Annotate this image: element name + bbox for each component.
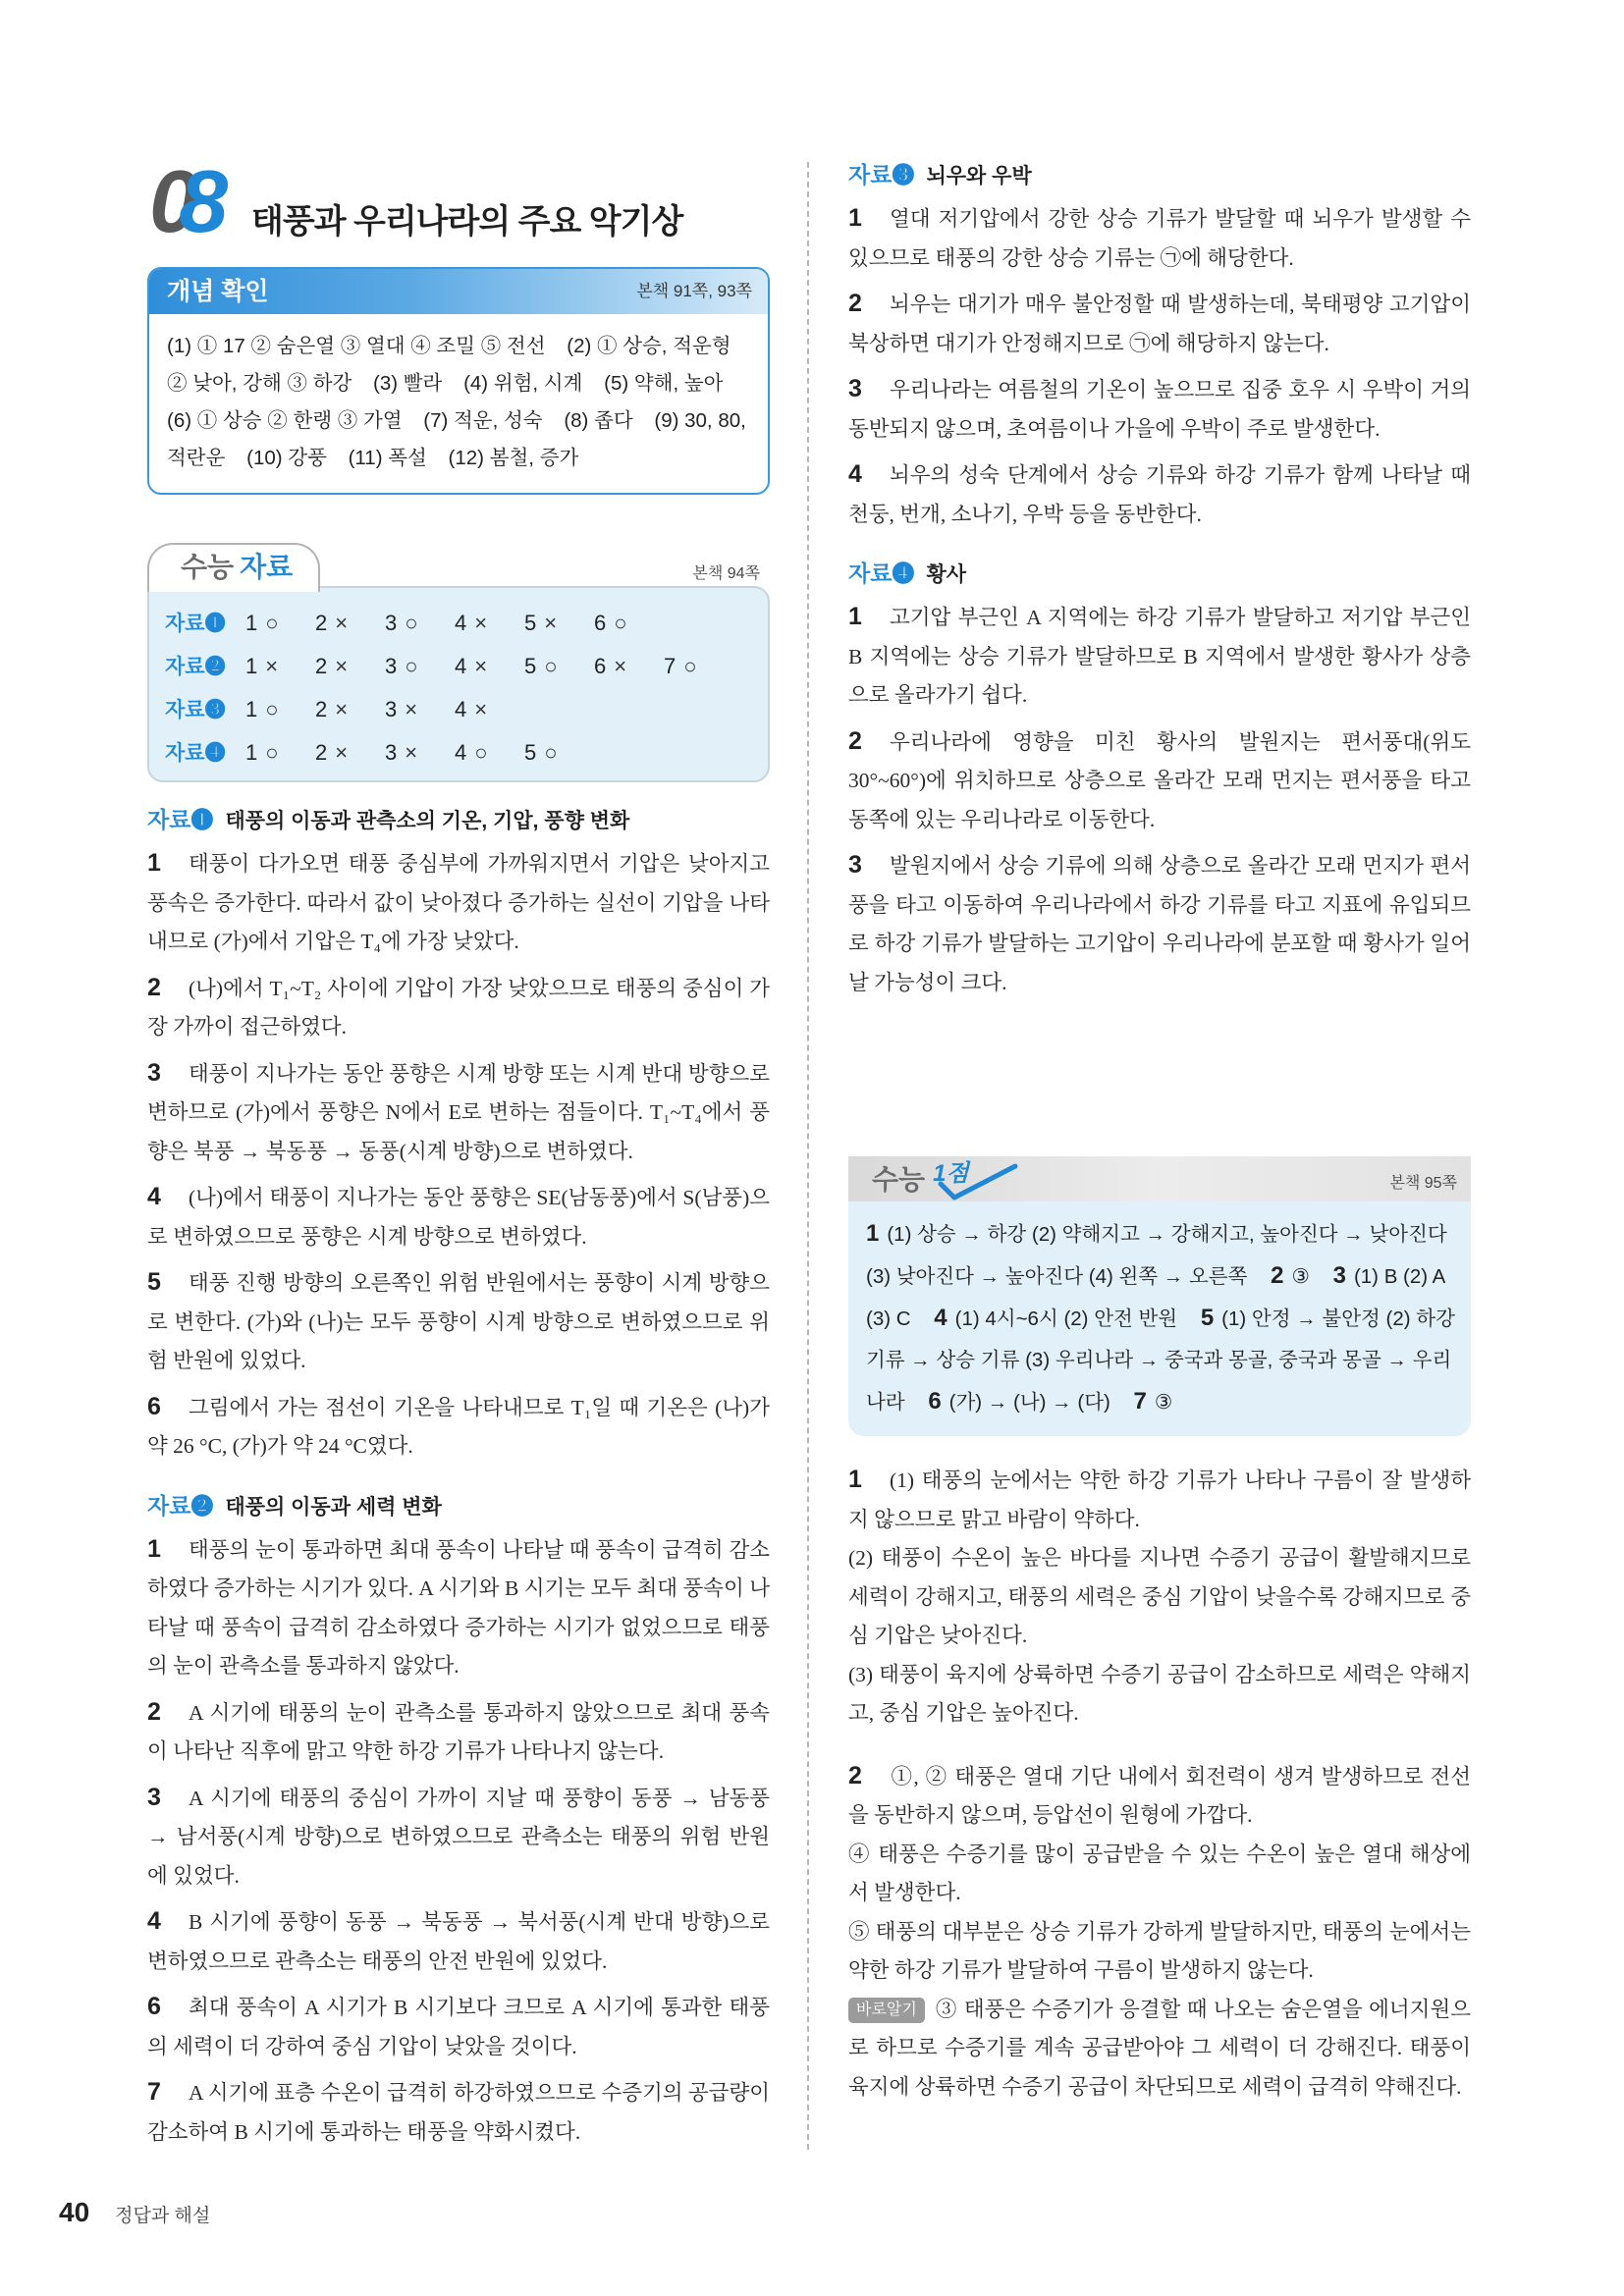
explanation-paragraph <box>147 1054 770 1172</box>
ox-mark: ○ <box>544 740 558 765</box>
item-number: 3 <box>848 375 862 402</box>
paragraph-text: 고기압 부근인 A 지역에는 하강 기류가 발달하고 저기압 부근인 B 지역에는 상승 기류가 발달하므로 B 지역에서 발생한 황사가 상층으로 올라가기 쉽다. <box>848 606 1471 707</box>
explanation-paragraph <box>147 1693 770 1772</box>
explanation-paragraph <box>147 1779 770 1896</box>
chapter-number-digit: 8 <box>179 153 209 251</box>
concept-check-answers <box>149 314 768 477</box>
answer-text: (1) B (2) A (3) C <box>866 1265 1445 1330</box>
ox-mark: × <box>405 740 418 765</box>
ox-mark: × <box>474 654 488 678</box>
question-number: 2 <box>315 697 328 721</box>
question-number: 2 <box>1271 1262 1284 1289</box>
ox-mark: × <box>474 611 488 635</box>
paragraph-text: 태풍이 지나가는 동안 풍향은 시계 방향 또는 시계 반대 방향으로 변하므로 (가)에서 풍향은 N에서 E로 변하는 점들이다. T₁~T₄에서 풍향은 북풍 → 북동풍 → 동풍(시계 방향)으로 변하였다. <box>147 1061 770 1163</box>
explanation-paragraph <box>147 1988 770 2066</box>
correction-badge: 바로알기 <box>848 1998 925 2023</box>
item-number: 1 <box>147 1534 161 1563</box>
ox-answer <box>594 602 664 645</box>
answer-text: (1) 상승 → 하강 (2) 약해지고 → 강해지고, 높아진다 → 낮아진다 (3) 낮아진다 → 높아진다 (4) 왼쪽 → 오른쪽 <box>866 1223 1447 1288</box>
concept-answer-item: (4) 위험, 시계 <box>463 372 583 395</box>
concept-check-title: 개념 확인 <box>167 278 269 305</box>
ox-mark: ○ <box>265 611 279 635</box>
question-number: 4 <box>455 654 467 678</box>
column-divider <box>807 162 809 2150</box>
paragraph-text: 뇌우는 대기가 매우 불안정할 때 발생하는데, 북태평양 고기압이 북상하면 대기가 안정해지므로 ㉠에 해당하지 않는다. <box>848 293 1471 355</box>
question-number: 2 <box>315 611 328 635</box>
concept-answer-item: (6) ① 상승 ② 한랭 ③ 가열 <box>167 409 403 432</box>
section-title: 뇌우와 우박 <box>926 165 1032 187</box>
explanation-paragraph <box>848 1656 1471 1734</box>
quick-answer-item <box>928 1388 1110 1415</box>
answer-row <box>165 645 768 688</box>
answer-text: ③ <box>1154 1391 1173 1414</box>
item-number: 2 <box>848 1761 862 1789</box>
paragraph-text: A 시기에 태풍의 중심이 가까이 지날 때 풍향이 동풍 → 남동풍 → 남서풍(시계 방향)으로 변하였으므로 관측소는 태풍의 위험 반원에 있었다. <box>147 1786 770 1888</box>
data-section <box>848 554 1471 1002</box>
item-number: 5 <box>147 1268 161 1296</box>
ox-answer <box>455 731 524 774</box>
paragraph-text: (2) 태풍이 수온이 높은 바다를 지나면 수증기 공급이 활발해지므로 세력이 강해지고, 태풍의 세력은 중심 기압이 낮을수록 강해지므로 중심 기압은 낮아진다. <box>848 1546 1471 1647</box>
data-section <box>848 155 1471 534</box>
explanation-paragraph <box>848 370 1471 449</box>
item-number: 3 <box>848 851 862 879</box>
explanation-paragraph <box>848 1836 1471 1913</box>
explanation-paragraph <box>848 722 1471 840</box>
section-label: 자료❹ <box>848 561 915 586</box>
question-number: 1 <box>245 654 258 678</box>
ox-answer <box>315 645 385 688</box>
question-number: 4 <box>455 611 467 635</box>
ox-answer <box>664 645 733 688</box>
explanation-paragraph <box>848 1461 1471 1539</box>
section-label: 자료❷ <box>147 1492 214 1519</box>
ox-mark: × <box>335 611 349 635</box>
chapter-number <box>149 153 208 251</box>
paragraph-text: 태풍의 눈이 통과하면 최대 풍속이 나타날 때 풍속이 급격히 감소하였다 증가하는 시기가 있다. A 시기와 B 시기는 모두 최대 풍속이 나타날 때 풍속이 급격히 감소하였다 증가하는 시기가 없었으므로 태풍의 눈이 관측소를 통과하지 않았다. <box>147 1537 770 1678</box>
suneung-1-point-title <box>872 1156 969 1205</box>
item-number: 1 <box>848 1466 862 1493</box>
section-heading <box>147 1486 770 1525</box>
question-number: 7 <box>664 654 677 678</box>
question-number: 1 <box>866 1220 880 1247</box>
ox-mark: × <box>405 697 418 721</box>
paragraph-text: B 시기에 풍향이 동풍 → 북동풍 → 북서풍(시계 반대 방향)으로 변하였으므로 관측소는 태풍의 안전 반원에 있었다. <box>147 1910 770 1973</box>
question-number: 1 <box>245 697 258 721</box>
ox-mark: ○ <box>544 654 558 678</box>
explanation-paragraph <box>147 844 770 962</box>
question-number: 6 <box>594 611 607 635</box>
suneung-data-tab <box>147 543 320 592</box>
ox-mark: × <box>544 611 558 635</box>
item-number: 1 <box>848 204 862 232</box>
ox-answer <box>315 602 385 645</box>
section-title: 태풍의 이동과 관측소의 기온, 기압, 풍향 변화 <box>225 810 630 832</box>
ox-mark: ○ <box>474 740 488 765</box>
question-number: 6 <box>928 1388 942 1415</box>
chapter-header <box>147 153 776 255</box>
ox-mark: × <box>474 697 488 721</box>
item-number: 3 <box>147 1783 161 1811</box>
paragraph-text: ⑤ 태풍의 대부분은 상승 기류가 강하게 발달하지만, 태풍의 눈에서는 약한 하강 기류가 발달하여 구름이 발생하지 않는다. <box>848 1919 1471 1982</box>
explanation-paragraph <box>147 1263 770 1381</box>
data-set-label: 자료❹ <box>165 742 226 765</box>
question-number: 7 <box>1133 1388 1147 1415</box>
concept-answer-item: (11) 폭설 <box>348 447 427 469</box>
item-number: 2 <box>848 290 862 317</box>
page-footer <box>59 2191 210 2234</box>
answer-text: (1) 4시~6시 (2) 안전 반원 <box>954 1308 1178 1330</box>
item-number: 2 <box>147 973 161 1001</box>
paragraph-text: ③ 태풍은 수증기가 응결할 때 나오는 숨은열을 에너지원으로 하므로 수증기를 계속 공급받아야 그 세력이 더 강해진다. 태풍이 육지에 상륙하면 수증기 공급이 차단되므로 세력이 급격히 약해진다. <box>848 1997 1471 2099</box>
explanation-group <box>848 1461 1471 1734</box>
footer-label: 정답과 해설 <box>115 2206 211 2226</box>
concept-answer-item: (7) 적운, 성숙 <box>423 409 543 432</box>
suneung-data-answers <box>147 586 770 782</box>
textbook-page-reference: 본책 94쪽 <box>692 565 760 582</box>
correction-note <box>848 1991 1471 2108</box>
item-number: 4 <box>147 1907 161 1935</box>
paragraph-text: ①, ② 태풍은 열대 기단 내에서 회전력이 생겨 발생하므로 전선을 동반하지 않으며, 등압선이 원형에 가깝다. <box>848 1764 1471 1827</box>
ox-answer <box>245 645 315 688</box>
ox-answer <box>524 731 594 774</box>
answer-row <box>165 688 768 731</box>
answer-text: (1) 안정 → 불안정 (2) 하강 기류 → 상승 기류 (3) 우리나라 → 중국과 몽골, 중국과 몽골 → 우리나라 <box>866 1308 1455 1414</box>
paragraph-text: 열대 저기압에서 강한 상승 기류가 발달할 때 뇌우가 발생할 수 있으므로 태풍의 강한 상승 기류는 ㉠에 해당한다. <box>848 207 1471 270</box>
section-heading <box>848 554 1471 593</box>
ox-answer <box>524 645 594 688</box>
explanation-paragraph <box>147 1902 770 1981</box>
paragraph-text: 발원지에서 상승 기류에 의해 상층으로 올라간 모래 먼지가 편서풍을 타고 이동하여 우리나라에서 하강 기류를 타고 지표에 유입되므로 하강 기류가 발달하는 고기압이 우리나라에 분포할 때 황사가 일어날 가능성이 크다. <box>848 854 1471 994</box>
question-number: 6 <box>594 654 607 678</box>
section-heading <box>848 155 1471 194</box>
explanation-paragraph <box>848 1539 1471 1656</box>
explanation-paragraph <box>848 1757 1471 1836</box>
explanation-paragraph <box>848 455 1471 534</box>
concept-answer-item: (10) 강풍 <box>246 447 327 469</box>
concept-check-box <box>147 267 770 495</box>
suneung-1-point-box <box>848 1156 1471 1436</box>
question-number: 3 <box>385 697 398 721</box>
suneung-label: 수능 <box>181 552 235 582</box>
question-number: 3 <box>385 740 398 765</box>
quick-answer-item <box>1271 1262 1310 1289</box>
suneung-1-point-explanations <box>848 1461 1471 2195</box>
ox-answer <box>455 602 524 645</box>
ox-answer <box>385 602 455 645</box>
answer-text: (가) → (나) → (다) <box>948 1391 1110 1414</box>
ox-answer <box>385 645 455 688</box>
answer-row <box>165 731 768 774</box>
ox-mark: ○ <box>265 740 279 765</box>
ox-answer <box>385 731 455 774</box>
paragraph-text: 우리나라에 영향을 미친 황사의 발원지는 편서풍대(위도 30°~60°)에 위치하므로 상층으로 올라간 모래 먼지는 편서풍을 타고 동쪽에 있는 우리나라로 이동한다. <box>848 729 1471 831</box>
ox-mark: × <box>335 697 349 721</box>
item-number: 1 <box>848 603 862 630</box>
explanation-paragraph <box>848 1913 1471 1991</box>
concept-answer-item: (2) ① 상승, 적운형 ② 낮아, 강해 ③ 하강 <box>167 335 731 395</box>
textbook-page-reference: 본책 95쪽 <box>1389 1175 1457 1192</box>
item-number: 1 <box>147 849 161 877</box>
explanation-paragraph <box>848 199 1471 278</box>
data-set-label: 자료❸ <box>165 699 226 721</box>
section-title: 태풍의 이동과 세력 변화 <box>225 1495 442 1519</box>
explanation-paragraph <box>147 969 770 1047</box>
section-label: 자료❶ <box>147 807 214 832</box>
ox-mark: × <box>335 740 349 765</box>
data-section <box>147 800 770 1467</box>
item-number: 2 <box>848 726 862 755</box>
ox-answer <box>524 602 594 645</box>
data-set-label: 자료❷ <box>165 656 226 678</box>
one-point-label: 1점 <box>933 1160 969 1187</box>
ox-answer <box>594 645 664 688</box>
paragraph-text: (1) 태풍의 눈에서는 약한 하강 기류가 나타나 구름이 잘 발생하지 않으므로 맑고 바람이 약하다. <box>848 1468 1471 1531</box>
ox-answer <box>315 688 385 731</box>
concept-answer-item: (8) 좁다 <box>564 409 633 432</box>
question-number: 1 <box>245 611 258 635</box>
question-number: 2 <box>315 654 328 678</box>
ox-mark: ○ <box>265 697 279 721</box>
explanation-paragraph <box>848 598 1471 716</box>
item-number: 4 <box>848 460 862 488</box>
explanation-paragraph <box>147 1178 770 1256</box>
question-number: 3 <box>385 611 398 635</box>
concept-answer-item: (1) ① 17 ② 숨은열 ③ 열대 ④ 조밀 ⑤ 전선 <box>167 335 546 357</box>
explanation-group <box>848 1757 1471 2108</box>
explanation-paragraph <box>848 285 1471 363</box>
paragraph-text: 최대 풍속이 A 시기가 B 시기보다 크므로 A 시기에 통과한 태풍의 세력이 더 강하여 중심 기압이 낮았을 것이다. <box>147 1996 770 2058</box>
item-number: 2 <box>147 1697 161 1726</box>
question-number: 5 <box>524 611 537 635</box>
paragraph-text: A 시기에 표층 수온이 급격히 하강하였으므로 수증기의 공급량이 감소하여 B 시기에 통과하는 태풍을 약화시켰다. <box>147 2081 770 2144</box>
question-number: 2 <box>315 740 328 765</box>
ox-answer <box>245 731 315 774</box>
question-number: 4 <box>455 740 467 765</box>
paragraph-text: (나)에서 태풍이 지나가는 동안 풍향은 SE(남동풍)에서 S(남풍)으로 변하였으므로 풍향은 시계 방향으로 변하였다. <box>147 1186 770 1249</box>
ox-answer <box>455 645 524 688</box>
paragraph-text: 태풍이 다가오면 태풍 중심부에 가까워지면서 기압은 낮아지고 풍속은 증가한다. 따라서 값이 낮아졌다 증가하는 실선이 기압을 나타내므로 (가)에서 기압은 T₄에 가장 낮았다. <box>147 852 770 953</box>
section-title: 황사 <box>926 563 967 586</box>
paragraph-text: 우리나라는 여름철의 기온이 높으므로 집중 호우 시 우박이 거의 동반되지 않으며, 초여름이나 가을에 우박이 주로 발생한다. <box>848 378 1471 441</box>
question-number: 5 <box>524 740 537 765</box>
ox-mark: ○ <box>614 611 627 635</box>
answer-row <box>165 602 768 645</box>
concept-answer-item: (12) 봄철, 증가 <box>448 447 579 469</box>
paragraph-text: ④ 태풍은 수증기를 많이 공급받을 수 있는 수온이 높은 열대 해상에서 발생한다. <box>848 1842 1471 1904</box>
item-number: 3 <box>147 1058 161 1087</box>
ox-answer <box>245 602 315 645</box>
explanation-paragraph <box>147 2073 770 2152</box>
paragraph-text: 뇌우의 성숙 단계에서 상승 기류와 하강 기류가 함께 나타날 때 천둥, 번개, 소나기, 우박 등을 동반한다. <box>848 463 1471 526</box>
paragraph-text: A 시기에 태풍의 눈이 관측소를 통과하지 않았으므로 최대 풍속이 나타난 직후에 맑고 약한 하강 기류가 나타나지 않는다. <box>147 1700 770 1763</box>
ox-mark: ○ <box>405 654 418 678</box>
ox-mark: × <box>335 654 349 678</box>
concept-answer-item: (5) 약해, 높아 <box>604 372 724 395</box>
suneung-1-point-answers <box>848 1201 1471 1436</box>
quick-answer-item <box>1133 1388 1173 1415</box>
question-number: 5 <box>524 654 537 678</box>
ox-answer <box>385 688 455 731</box>
ox-answer <box>455 688 524 731</box>
left-column-explanations <box>147 800 770 2194</box>
data-label: 자료 <box>240 552 294 582</box>
right-column-explanations <box>848 155 1471 1137</box>
item-number: 6 <box>147 1392 161 1420</box>
chapter-title: 태풍과 우리나라의 주요 악기상 <box>251 203 683 240</box>
answer-text: ③ <box>1291 1265 1310 1288</box>
page-number: 40 <box>59 2197 90 2227</box>
concept-answer-item: (3) 빨라 <box>373 372 443 395</box>
textbook-page-reference: 본책 91쪽, 93쪽 <box>636 282 752 300</box>
item-number: 6 <box>147 1993 161 2020</box>
ox-answer <box>245 688 315 731</box>
ox-answer <box>315 731 385 774</box>
suneung-label: 수능 <box>872 1164 926 1195</box>
ox-mark: ○ <box>405 611 418 635</box>
question-number: 3 <box>385 654 398 678</box>
explanation-paragraph <box>147 1530 770 1686</box>
paragraph-text: 태풍 진행 방향의 오른쪽인 위험 반원에서는 풍향이 시계 방향으로 변한다. (가)와 (나)는 모두 풍향이 시계 방향으로 변하였으므로 위험 반원에 있었다. <box>147 1271 770 1372</box>
suneung-data-box <box>147 543 770 782</box>
section-label: 자료❸ <box>848 162 915 187</box>
ox-mark: ○ <box>683 654 697 678</box>
ox-mark: × <box>265 654 279 678</box>
paragraph-text: 그림에서 가는 점선이 기온을 나타내므로 T₁일 때 기온은 (나)가 약 26 °C, (가)가 약 24 °C였다. <box>147 1395 770 1458</box>
data-section <box>147 1486 770 2153</box>
explanation-paragraph <box>147 1388 770 1467</box>
section-heading <box>147 800 770 839</box>
question-number: 4 <box>934 1305 947 1331</box>
question-number: 4 <box>455 697 467 721</box>
concept-check-header <box>149 269 768 314</box>
data-set-label: 자료❶ <box>165 613 226 635</box>
question-number: 3 <box>1332 1262 1346 1289</box>
question-number: 5 <box>1200 1305 1215 1331</box>
ox-mark: × <box>614 654 627 678</box>
concept-answer-item: (9) 30, 80, 적란운 <box>167 409 746 469</box>
chapter-number-digit: 0 <box>149 153 180 251</box>
paragraph-text: (3) 태풍이 육지에 상륙하면 수증기 공급이 감소하므로 세력은 약해지고, 중심 기압은 높아진다. <box>848 1662 1471 1725</box>
explanation-paragraph <box>848 846 1471 1002</box>
quick-answer-item <box>934 1305 1178 1331</box>
item-number: 7 <box>147 2078 161 2106</box>
question-number: 1 <box>245 740 258 765</box>
paragraph-text: (나)에서 T₁~T₂ 사이에 기압이 가장 낮았으므로 태풍의 중심이 가장 가까이 접근하였다. <box>147 976 770 1039</box>
item-number: 4 <box>147 1183 161 1210</box>
